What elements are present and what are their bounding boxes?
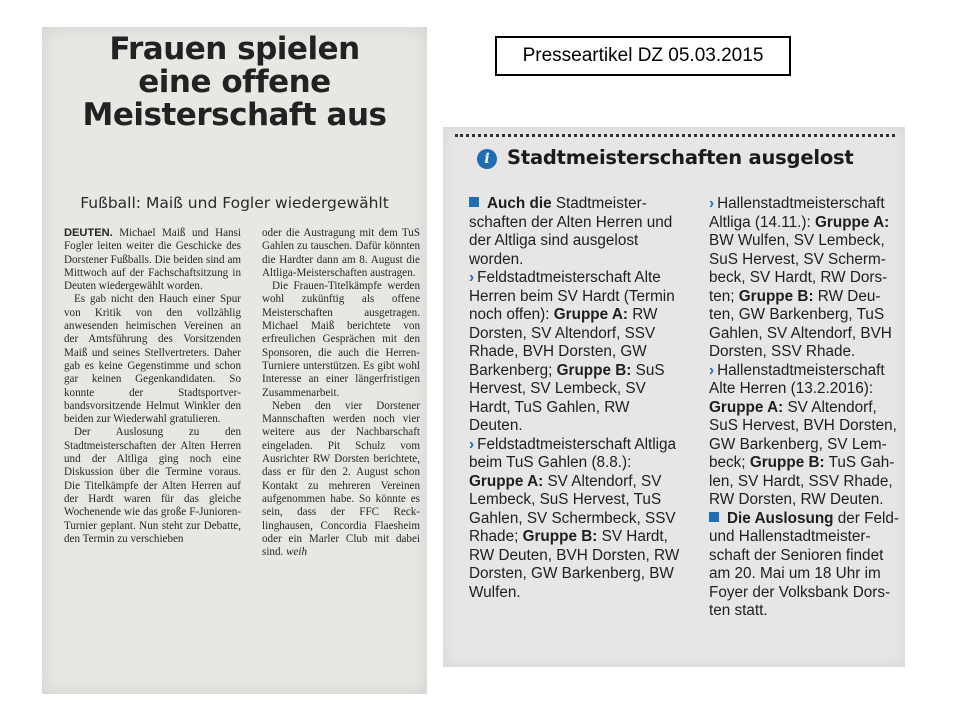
info-box-clipping (443, 127, 905, 667)
info-icon: i (477, 149, 497, 169)
arrow-icon: › (469, 435, 475, 453)
dotted-divider (455, 134, 895, 137)
info-paragraph (469, 436, 687, 603)
article-paragraph (64, 227, 241, 293)
info-box-column-1 (469, 195, 687, 665)
blue-square-bullet-icon (469, 197, 479, 207)
article-headline (42, 33, 427, 132)
arrow-icon: › (709, 195, 715, 212)
section-heading: Feldstadtmeisterschaft Alte Herren beim SV Hardt (Termin noch offen): (469, 269, 675, 323)
group-label: Gruppe A: (815, 213, 890, 231)
section-heading: Feldstadtmeisterschaft Altliga beim TuS Gahlen (8.8.): (469, 435, 677, 471)
info-paragraph (709, 195, 899, 362)
article-subheadline: Fußball: Maiß und Fogler wiedergewählt (80, 194, 389, 212)
article-paragraph: oder die Austragung mit dem TuS Gahlen zu tauschen. Dafür könnten die Hardter dann am 8. August die Altliga-Meisterschaften austragen. (262, 227, 420, 279)
group-teams: TuS Gahlen, SV Hardt, SSV Rhade, RW Dorsten, RW Deuten. (709, 454, 895, 508)
group-teams: SV Altendorf, SV Lembeck, SuS Hervest, TuS Gahlen, SV Schermbeck, SSV Rhade; (469, 472, 676, 545)
slide-caption: Presseartikel DZ 05.03.2015 (495, 36, 791, 76)
group-label: Gruppe A: (553, 306, 628, 323)
lead-text: Stadtmeisterschaften der Alten Herren und der Altliga sind ausgelost worden. (469, 195, 673, 268)
article-dateline: DEUTEN. (64, 227, 113, 239)
group-label: Gruppe B: (749, 454, 825, 471)
lead-bold-text: Auch die (487, 195, 552, 212)
group-teams: BW Wulfen, SV Lembeck, SuS Hervest, SV Schermbeck, SV Hardt, RW Dorsten; (709, 232, 888, 305)
group-teams: RW Dorsten, SV Altendorf, SSV Rhade, BVH Dorsten, GW Barkenberg; (469, 306, 658, 379)
blue-square-bullet-icon (709, 512, 719, 522)
group-teams: SV Hardt, RW Deuten, BVH Dorsten, RW Dorsten, GW Barkenberg, BW Wulfen. (469, 528, 680, 601)
info-box-column-2 (709, 195, 899, 665)
closing-text: der Feld- und Hallenstadtmeisterschaft der Senioren findet am 20. Mai um 18 Uhr im Foyer der Volksbank Dorsten statt. (709, 509, 899, 619)
group-label: Gruppe B: (522, 528, 598, 545)
group-label: Gruppe A: (469, 472, 544, 490)
section-heading: Hallenstadtmeisterschaft Alte Herren (13.2.2016): (709, 361, 885, 397)
arrow-icon: › (709, 361, 715, 379)
newspaper-article-clipping (42, 27, 427, 694)
headline-line-3: Meisterschaft aus (82, 97, 387, 133)
author-signature: weih (286, 546, 308, 559)
article-column-2 (262, 227, 420, 692)
group-label: Gruppe B: (738, 287, 814, 305)
arrow-icon: › (469, 269, 475, 286)
article-paragraph (262, 400, 420, 560)
group-teams: SuS Hervest, SV Lembeck, SV Hardt, TuS Gahlen, RW Deuten. (469, 361, 665, 434)
group-label: Gruppe B: (556, 361, 632, 379)
headline-line-1: Frauen spielen (109, 31, 360, 67)
article-column-1 (64, 227, 241, 692)
article-text: Neben den vier Dorstener Mannschaften werden noch vier weitere aus der Nachbarschaft eingeladen. Pit Schulz vom Ausrichter RW Dorsten berichtete, dass er für den 2. August schon Kontakt zu mehreren Vereinen aufgenommen habe. So könnte es sein, dass der FFC Recklinghausen, Concordia Flaesheim oder ein Marler Club mit dabei sind. (262, 399, 420, 559)
closing-bold-text: Die Auslosung (727, 509, 834, 527)
article-paragraph: Die Frauen-Titelkämpfe werden wohl zukünftig als offene Meisterschaften ausgetragen. Michael Maiß berichtete von erfreulichen Gesprächen mit den Sponsoren, die auch die Herren-Turniere unterstützen. Es gibt wohl Interesse an einer längerfristigen Zusammenarbeit. (262, 280, 420, 399)
info-paragraph (709, 362, 899, 510)
info-paragraph-lead (469, 195, 687, 269)
article-paragraph: Der Auslosung zu den Stadtmeisterschaften der Alten Herren und der Altliga ging noch eine Diskussion über die Termine voraus. Die Titelkämpfe der Alten Herren auf der Hardt waren für das gleiche Wochenende wie das große F-Junioren-Turnier geplant. Nun steht zur Debatte, den Termin zu verschieben (64, 426, 241, 545)
section-heading: Hallenstadtmeisterschaft Altliga (14.11.): (709, 195, 885, 231)
headline-line-2: eine offene (138, 64, 331, 100)
group-label: Gruppe A: (709, 398, 784, 416)
info-paragraph (469, 269, 687, 436)
group-teams: SV Altendorf, SuS Hervest, BVH Dorsten, GW Barkenberg, SV Lembeck; (709, 398, 897, 471)
info-paragraph-closing (709, 510, 899, 621)
article-paragraph: Es gab nicht den Hauch einer Spur von Kritik von den vollzählig anwesenden heimischen Vereinen an der Amtsführung des Vorsitzenden Maiß und seines Stellvertreters. Daher gab es keine Gegenstimme und schon gar keinen Gegenkandidaten. So konnte der Stadtsportverbandsvorsitzende Helmut Winkler den beiden zur Wiederwahl gratulieren. (64, 293, 241, 426)
group-teams: RW Deuten, GW Barkenberg, TuS Gahlen, SV Altendorf, BVH Dorsten, SSV Rhade. (709, 287, 892, 360)
article-text: Michael Maiß und Hansi Fogler leiten weiter die Geschicke des Dorstener Fußballs. Die beiden sind am Mittwoch auf der Fachschaftsitzung in Deuten wiedergewählt worden. (64, 227, 241, 293)
info-box-title: Stadtmeisterschaften ausgelost (507, 146, 854, 169)
